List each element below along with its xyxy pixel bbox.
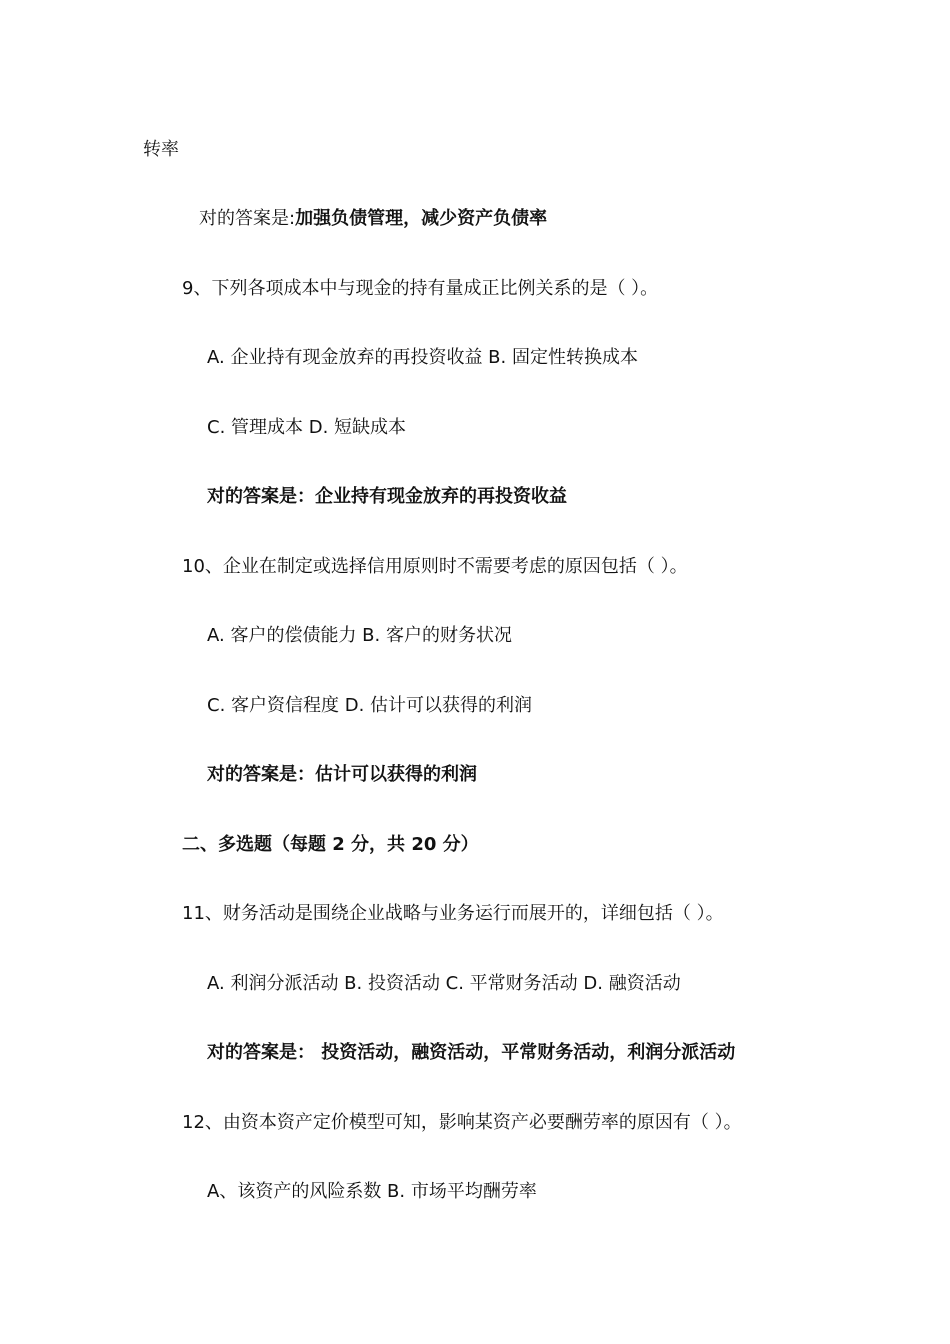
question-9: 9、下列各项成本中与现金的持有量成正比例关系的是（ ）。 <box>182 278 659 299</box>
question-10-options-cd: C. 客户资信程度 D. 估计可以获得的利润 <box>207 695 533 716</box>
question-12: 12、由资本资产定价模型可知，影响某资产必要酬劳率的原因有（ ）。 <box>182 1112 742 1133</box>
question-11-options: A. 利润分派活动 B. 投资活动 C. 平常财务活动 D. 融资活动 <box>207 973 681 994</box>
answer-line-11: 对的答案是： 投资活动，融资活动，平常财务活动，利润分派活动 <box>207 1042 736 1063</box>
answer-value: 加强负债管理，减少资产负债率 <box>295 208 548 229</box>
question-11: 11、财务活动是围绕企业战略与业务运行而展开的，详细包括（ ）。 <box>182 903 724 924</box>
question-12-options-ab: A、该资产的风险系数 B. 市场平均酬劳率 <box>207 1181 537 1202</box>
answer-label: 对的答案是: <box>199 208 296 229</box>
question-9-options-ab: A. 企业持有现金放弃的再投资收益 B. 固定性转换成本 <box>207 347 638 368</box>
text-line-continuation: 转率 <box>143 139 179 160</box>
answer-line-8 <box>199 207 547 231</box>
question-10: 10、企业在制定或选择信用原则时不需要考虑的原因包括（ ）。 <box>182 556 688 577</box>
answer-line-10: 对的答案是：估计可以获得的利润 <box>207 764 477 785</box>
question-9-options-cd: C. 管理成本 D. 短缺成本 <box>207 417 407 438</box>
question-10-options-ab: A. 客户的偿债能力 B. 客户的财务状况 <box>207 625 512 646</box>
section-heading-multiple-choice: 二、多选题（每题 2 分，共 20 分） <box>182 834 479 855</box>
answer-line-9: 对的答案是：企业持有现金放弃的再投资收益 <box>207 486 567 507</box>
